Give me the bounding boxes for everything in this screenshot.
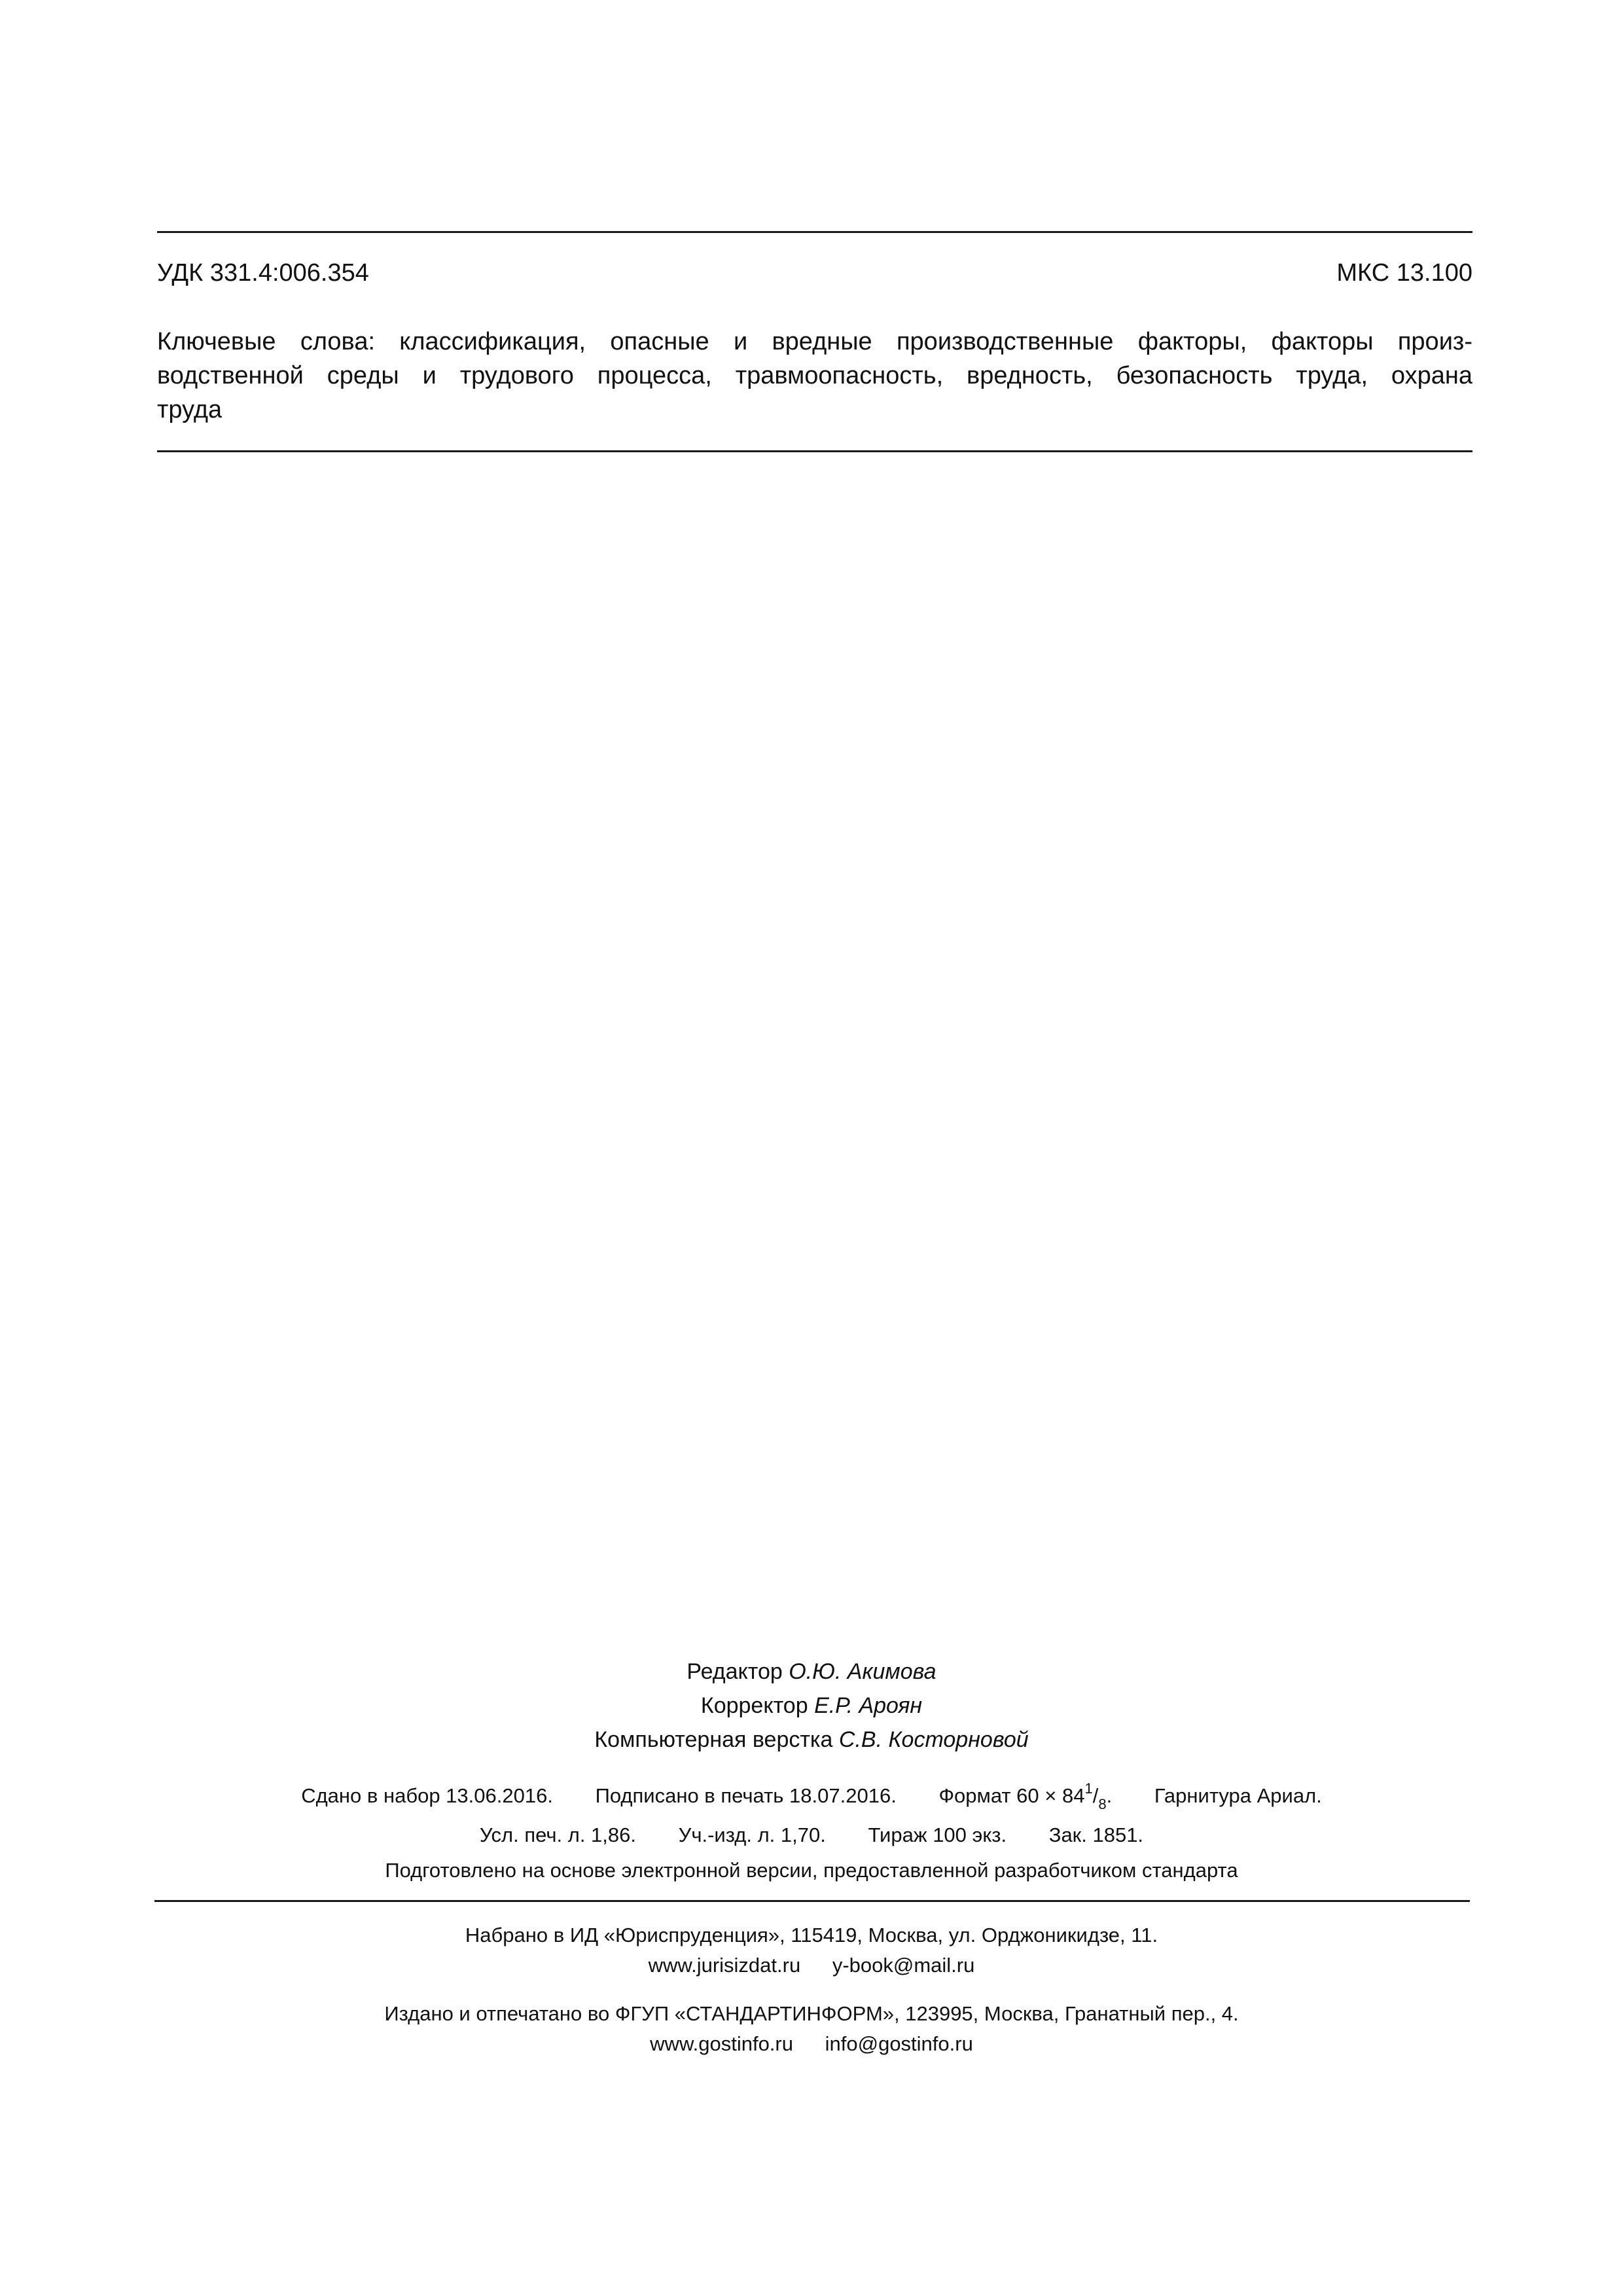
editor-line <box>0 1655 1623 1689</box>
corrector-line <box>0 1689 1623 1723</box>
edit-sheets: Уч.-изд. л. 1,70. <box>678 1823 826 1846</box>
layout-name: С.В. Косторновой <box>838 1727 1029 1752</box>
prepared-note: Подготовлено на основе электронной версии, предоставленной разработчиком стандарта <box>385 1859 1238 1882</box>
keywords-line: Ключевые слова: классификация, опасные и вредные производственные факторы, факторы произ- <box>157 328 1472 355</box>
credits-block <box>0 1655 1623 1757</box>
keywords-block <box>157 325 1472 427</box>
circulation: Тираж 100 экз. <box>868 1823 1007 1846</box>
typeface: Гарнитура Ариал. <box>1154 1784 1322 1807</box>
signed-date: Подписано в печать 18.07.2016. <box>595 1784 897 1807</box>
editor-label: Редактор <box>687 1659 783 1684</box>
printed-contacts <box>0 2029 1623 2059</box>
typeset-contacts <box>0 1950 1623 1981</box>
imprint-bottom-rule <box>154 1900 1470 1902</box>
submitted-date: Сдано в набор 13.06.2016. <box>301 1784 553 1807</box>
keywords-line: водственной среды и трудового процесса, травмоопасность, вредность, безопасность труда, охрана <box>157 362 1472 389</box>
layout-line <box>0 1723 1623 1757</box>
printed-email-link[interactable]: info@gostinfo.ru <box>825 2032 973 2055</box>
imprint-dates-line <box>0 1780 1623 1813</box>
keywords-line: труда <box>157 396 223 423</box>
typeset-email-link[interactable]: y-book@mail.ru <box>832 1954 975 1977</box>
paper-format: Формат $60 \times 84^1/_8$. <box>938 1780 1113 1812</box>
corrector-label: Корректор <box>700 1693 808 1718</box>
typeset-block <box>0 1920 1623 1981</box>
keywords-bottom-rule <box>157 450 1472 452</box>
typeset-site-link[interactable]: www.jurisizdat.ru <box>648 1954 801 1977</box>
editor-name: О.Ю. Акимова <box>789 1659 936 1684</box>
order-number: Зак. 1851. <box>1048 1823 1144 1846</box>
layout-label: Компьютерная верстка <box>594 1727 833 1752</box>
typeset-address: Набрано в ИД «Юриспруденция», 115419, Москва, ул. Орджоникидзе, 11. <box>465 1924 1158 1946</box>
printed-site-link[interactable]: www.gostinfo.ru <box>650 2032 793 2055</box>
top-rule <box>157 231 1472 233</box>
mks-code: МКС 13.100 <box>1336 259 1472 287</box>
udk-code: УДК 331.4:006.354 <box>157 259 369 287</box>
classification-row <box>157 259 1472 292</box>
imprint-sheets-line <box>0 1823 1623 1847</box>
print-sheets: Усл. печ. л. 1,86. <box>479 1823 636 1846</box>
printed-block <box>0 1999 1623 2059</box>
printed-address: Издано и отпечатано во ФГУП «СТАНДАРТИНФОРМ», 123995, Москва, Гранатный пер., 4. <box>384 2002 1239 2025</box>
corrector-name: Е.Р. Ароян <box>814 1693 923 1718</box>
